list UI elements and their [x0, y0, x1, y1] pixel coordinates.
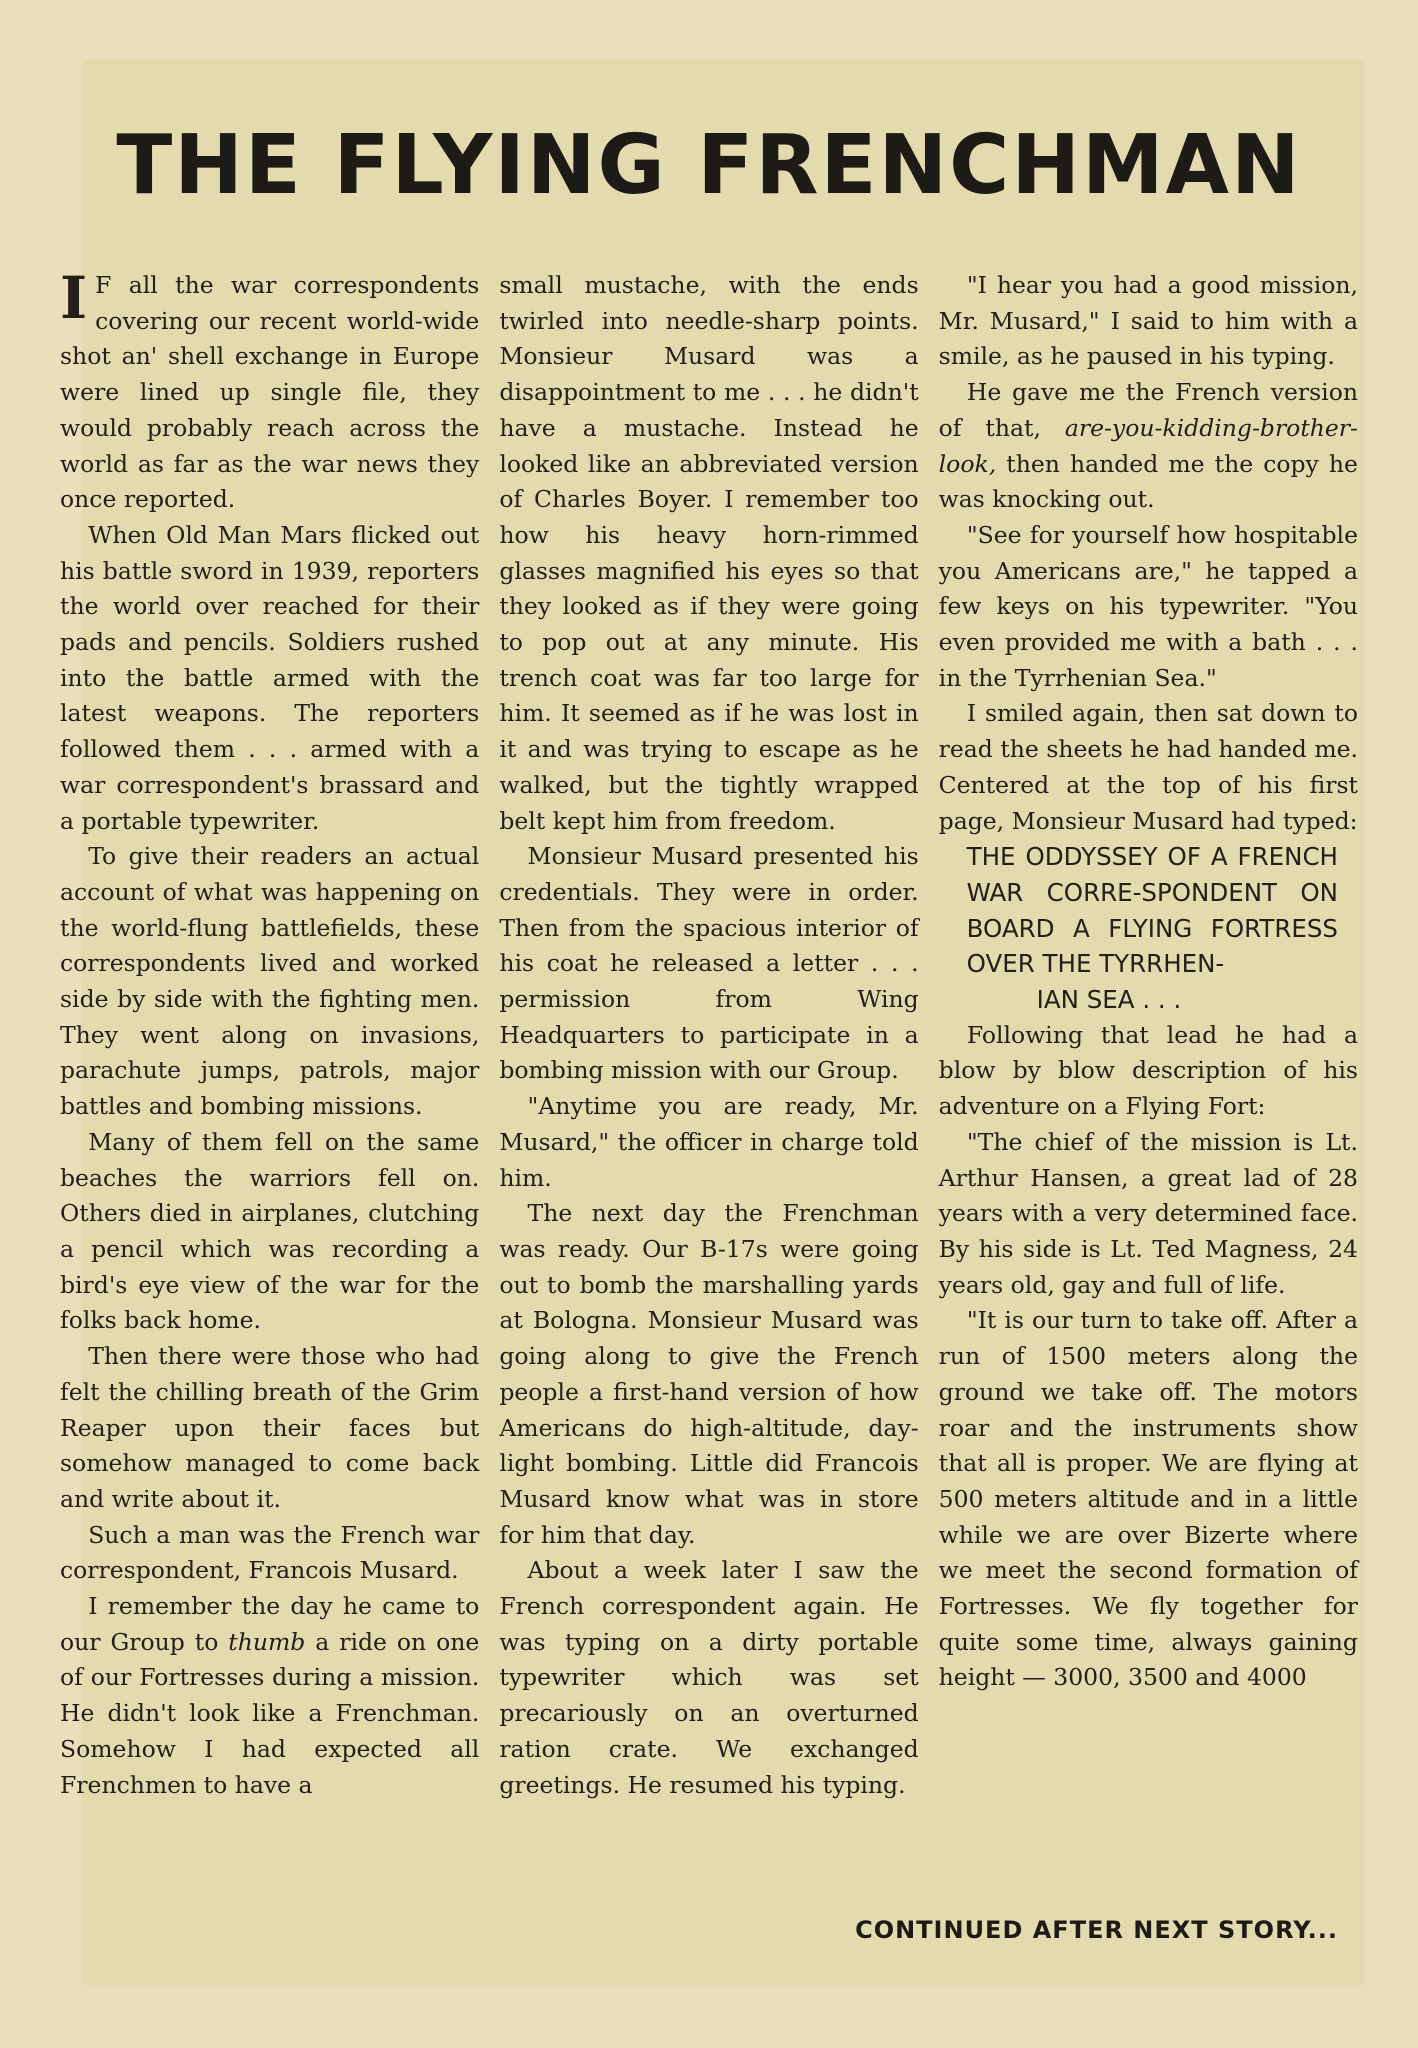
paragraph: "I hear you had a good mission, Mr. Musard," I said to him with a smile, as he paused in his typing. — [938, 271, 1358, 371]
paragraph: About a week later I saw the French correspondent again. He was typing on a dirty portable typewriter which was set precariously on an overturned ration crate. We exchanged greetings. He resumed his typing. — [499, 1556, 919, 1799]
paragraph: small mustache, with the ends twirled into needle-sharp points. Monsieur Musard was a disappointment to me . . . he didn't have a mustache. Instead he looked like an abbreviated version of Charles Boyer. I remember too how his heavy horn-rimmed glasses magnified his eyes so that they looked as if they were going to pop out at any minute. His trench coat was far too large for him. It seemed as if he was lost in it and was trying to escape as he walked, but the tightly wrapped belt kept him from freedom. — [499, 271, 919, 835]
paragraph: I remember the day he came to our Group to thumb a ride on one of our Fortresses during a mission. He didn't look like a Frenchman. Somehow I had expected all Frenchmen to have a — [60, 1592, 480, 1799]
paragraph: The next day the Frenchman was ready. Our B-17s were going out to bomb the marshalling yards at Bologna. Monsieur Musard was going along to give the French people a first-hand version of how Americans do high-altitude, day-light bombing. Little did Francois Musard know what was in store for him that day. — [499, 1199, 919, 1549]
drop-cap: I — [60, 264, 88, 332]
paragraph: Then there were those who had felt the chilling breath of the Grim Reaper upon their faces but somehow managed to come back and write about it. — [60, 1342, 480, 1513]
typed-headline: THE ODDYSSEY OF A FRENCH WAR CORRE-SPONDENT ON BOARD A FLYING FORTRESS OVER THE TYRRHEN- IAN SEA . . . — [967, 839, 1338, 1018]
paragraph: "Anytime you are ready, Mr. Musard," the officer in charge told him. — [499, 1092, 919, 1192]
emphasis: thumb — [228, 1627, 306, 1656]
column-3 — [939, 268, 1358, 1908]
column-2 — [499, 268, 918, 1908]
emphasis: are-you-kidding-brother-look, — [938, 413, 1358, 478]
paragraph: Following that lead he had a blow by blow description of his adventure on a Flying Fort: — [938, 1020, 1358, 1121]
paragraph: Many of them fell on the same beaches the warriors fell on. Others died in airplanes, clutching a pencil which was recording a bird's eye view of the war for the folks back home. — [60, 1127, 480, 1335]
paragraph: He gave me the French version of that, are-you-kidding-brother-look, then handed me the copy he was knocking out. — [938, 378, 1358, 514]
paragraph: Monsieur Musard presented his credentials. They were in order. Then from the spacious interior of his coat he released a letter . . . permission from Wing Headquarters to participate in a bombing mission with our Group. — [499, 842, 919, 1085]
article-columns — [60, 264, 1358, 1908]
paragraph: To give their readers an actual account of what was happening on the world-flung battlefields, these correspondents lived and worked side by side with the fighting men. They went along on invasions, parachute jumps, patrols, major battles and bombing missions. — [60, 842, 480, 1121]
typed-headline-last-line: IAN SEA . . . — [1036, 985, 1182, 1015]
paragraph: "The chief of the mission is Lt. Arthur Hansen, a great lad of 28 years with a very determined face. By his side is Lt. Ted Magness, 24 years old, gay and full of life. — [938, 1127, 1358, 1299]
column-1 — [60, 264, 480, 1908]
paragraph: When Old Man Mars flicked out his battle sword in 1939, reporters the world over reached for their pads and pencils. Soldiers rushed into the battle armed with the latest weapons. The reporters followed them . . . armed with a war correspondent's brassard and a portable typewriter. — [60, 520, 480, 835]
paragraph: I F all the war correspondents covering our recent world-wide shot an' shell exchange in Europe were lined up single file, they would probably reach across the world as far as the war news they once reported. — [60, 264, 480, 514]
paragraph: "See for yourself how hospitable you Americans are," he tapped a few keys on his typewriter. "You even provided me with a bath . . . in the Tyrrhenian Sea." — [938, 520, 1358, 692]
paragraph: "It is our turn to take off. After a run of 1500 meters along the ground we take off. The motors roar and the instruments show that all is proper. We are flying at 500 meters altitude and in a little while we are over Bizerte where we meet the second formation of Fortresses. We fly together for quite some time, always gaining height — 3000, 3500 and 4000 — [938, 1306, 1358, 1692]
continued-note: CONTINUED AFTER NEXT STORY... — [855, 1916, 1338, 1944]
paragraph: Such a man was the French war correspondent, Francois Musard. — [60, 1520, 480, 1585]
story-title: THE FLYING FRENCHMAN — [116, 118, 1302, 213]
paragraph: I smiled again, then sat down to read the sheets he had handed me. Centered at the top of his first page, Monsieur Musard had typed: — [938, 699, 1358, 835]
